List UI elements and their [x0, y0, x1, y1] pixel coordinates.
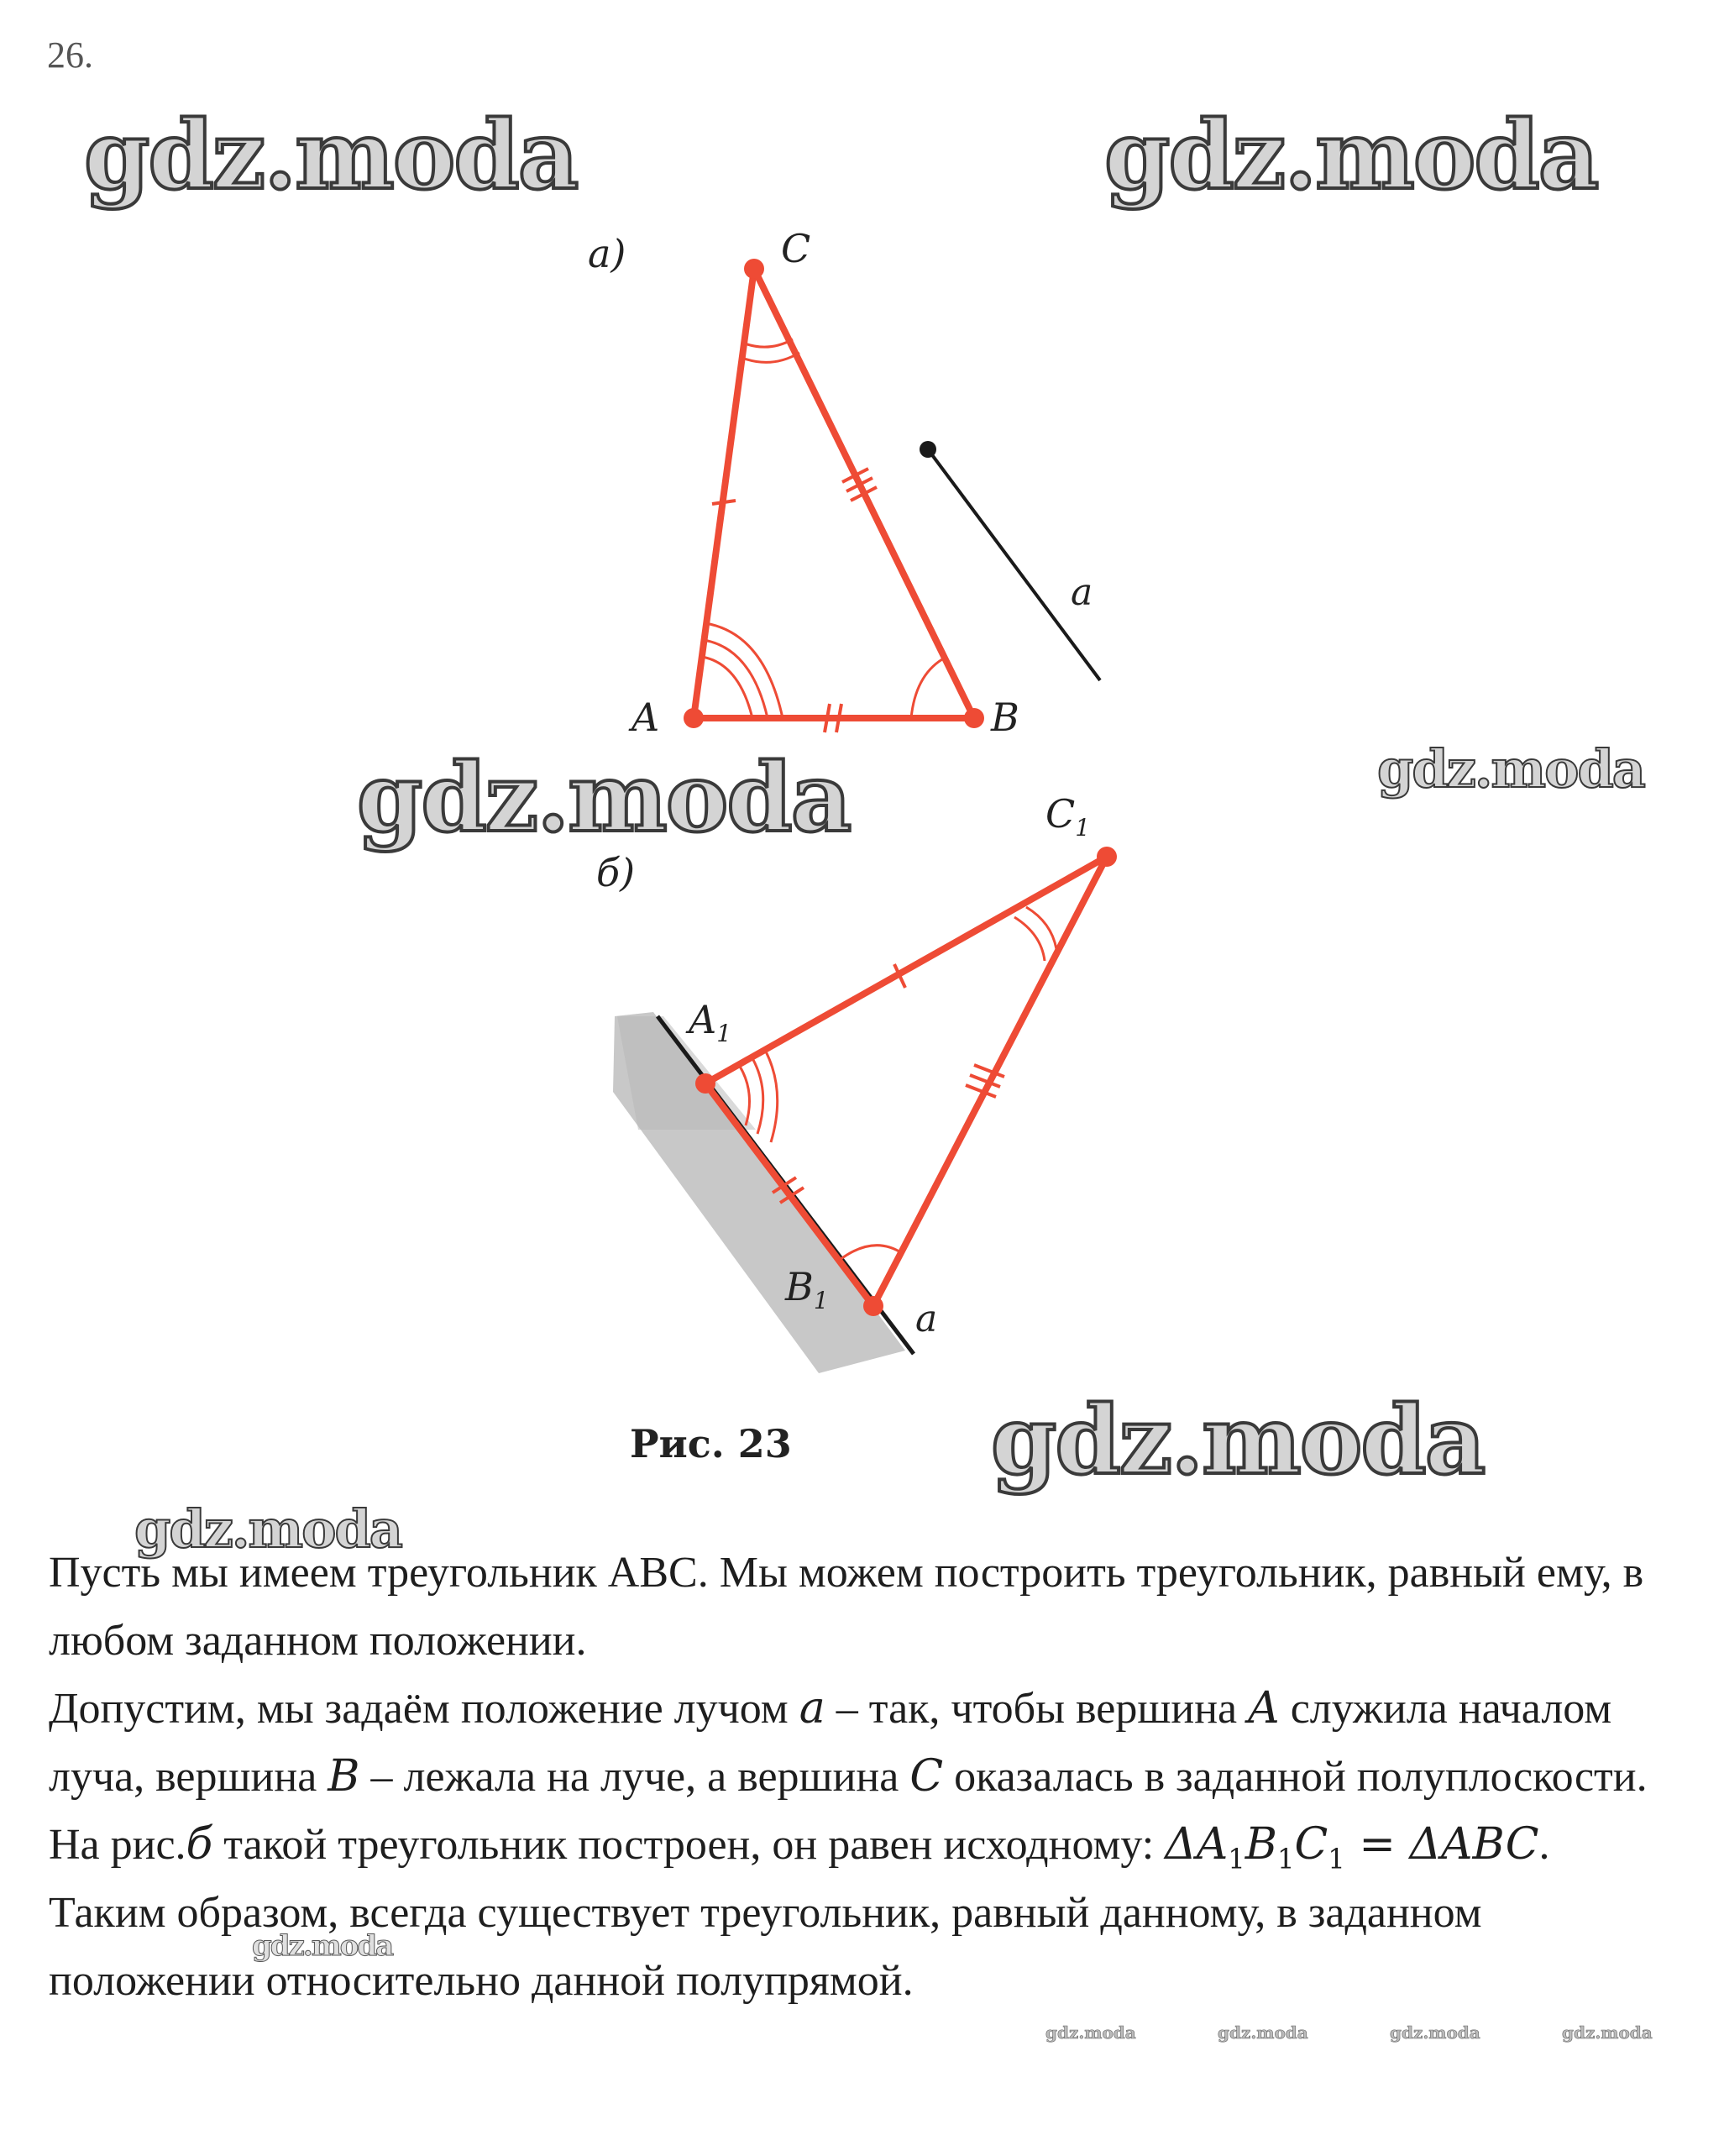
- vertex-b1-point: [863, 1296, 883, 1316]
- watermark-logo: gdz.moda: [357, 743, 851, 853]
- angle-arc-a1: [766, 1052, 778, 1142]
- vertex-b1-label: $B_1$: [785, 1264, 829, 1314]
- tick-mark: [712, 501, 736, 504]
- vertex-a-label: A: [631, 695, 660, 740]
- angle-arc-c1: [1014, 917, 1045, 961]
- vertex-c-point: [744, 259, 764, 279]
- angle-arc-c: [740, 353, 799, 362]
- ray-a-label: a: [915, 1298, 938, 1340]
- vertex-c-label: C: [781, 226, 811, 271]
- problem-number: 26.: [47, 34, 93, 76]
- figure-caption: Рис. 23: [630, 1421, 792, 1466]
- angle-arc-b1: [840, 1246, 902, 1260]
- vertex-a1-point: [695, 1073, 715, 1094]
- angle-arc-c: [742, 339, 793, 347]
- vertex-b-point: [964, 708, 984, 728]
- watermark-logo: gdz.moda: [252, 1929, 393, 1963]
- angle-arc-b: [911, 659, 942, 718]
- vertex-a-point: [684, 708, 704, 728]
- paragraph: Пусть мы имеем треугольник ABC. Мы можем построить треугольник, равный ему, в любом заданном положении.: [49, 1549, 1644, 1665]
- angle-arc-a: [705, 623, 783, 718]
- vertex-c1-label: $C_1$: [1045, 791, 1091, 842]
- angle-arc-c1: [1026, 907, 1056, 949]
- half-plane-shading: [617, 1016, 756, 1130]
- solution-text: [49, 1539, 1695, 2015]
- ray-a: [928, 449, 1100, 680]
- paragraph: Допустим, мы задаём положение лучом a – так, чтобы вершина A служила началом луча, вершина B – лежала на луче, а вершина C оказалась в заданной полуплоскости.: [49, 1683, 1648, 1802]
- watermark-logo: gdz.moda: [1562, 2022, 1653, 2043]
- ray-a-label: a: [1071, 571, 1093, 614]
- angle-arc-a1: [752, 1058, 763, 1134]
- panel-b-label: б): [596, 850, 636, 895]
- watermark-logo: gdz.moda: [991, 1386, 1485, 1496]
- vertex-a1-label: $A_1$: [689, 997, 732, 1047]
- congruence-formula: $\Delta A_1B_1C_1 = \Delta ABC$: [1165, 1819, 1539, 1875]
- watermark-logo: gdz.moda: [1045, 2022, 1136, 2043]
- watermark-logo: gdz.moda: [1390, 2022, 1480, 2043]
- watermark-logo: gdz.moda: [1218, 2022, 1308, 2043]
- vertex-b-label: B: [991, 695, 1019, 740]
- ray-origin-point: [920, 441, 936, 458]
- watermark-logo: gdz.moda: [1377, 738, 1644, 800]
- watermark-logo: gdz.moda: [1104, 101, 1598, 211]
- watermark-logo: gdz.moda: [84, 101, 578, 211]
- vertex-c1-point: [1097, 847, 1117, 867]
- triangle-abc: [694, 269, 974, 718]
- watermark-logo: gdz.moda: [134, 1498, 401, 1560]
- paragraph: Таким образом, всегда существует треугольник, равный данному, в заданном положении относительно данной полупрямой.: [49, 1889, 1482, 2005]
- panel-a-label: а): [588, 231, 626, 276]
- paragraph: На рис.б такой треугольник построен, он равен исходному: $\Delta A_1B_1C_1 = \Delta ABC$.: [49, 1819, 1550, 1875]
